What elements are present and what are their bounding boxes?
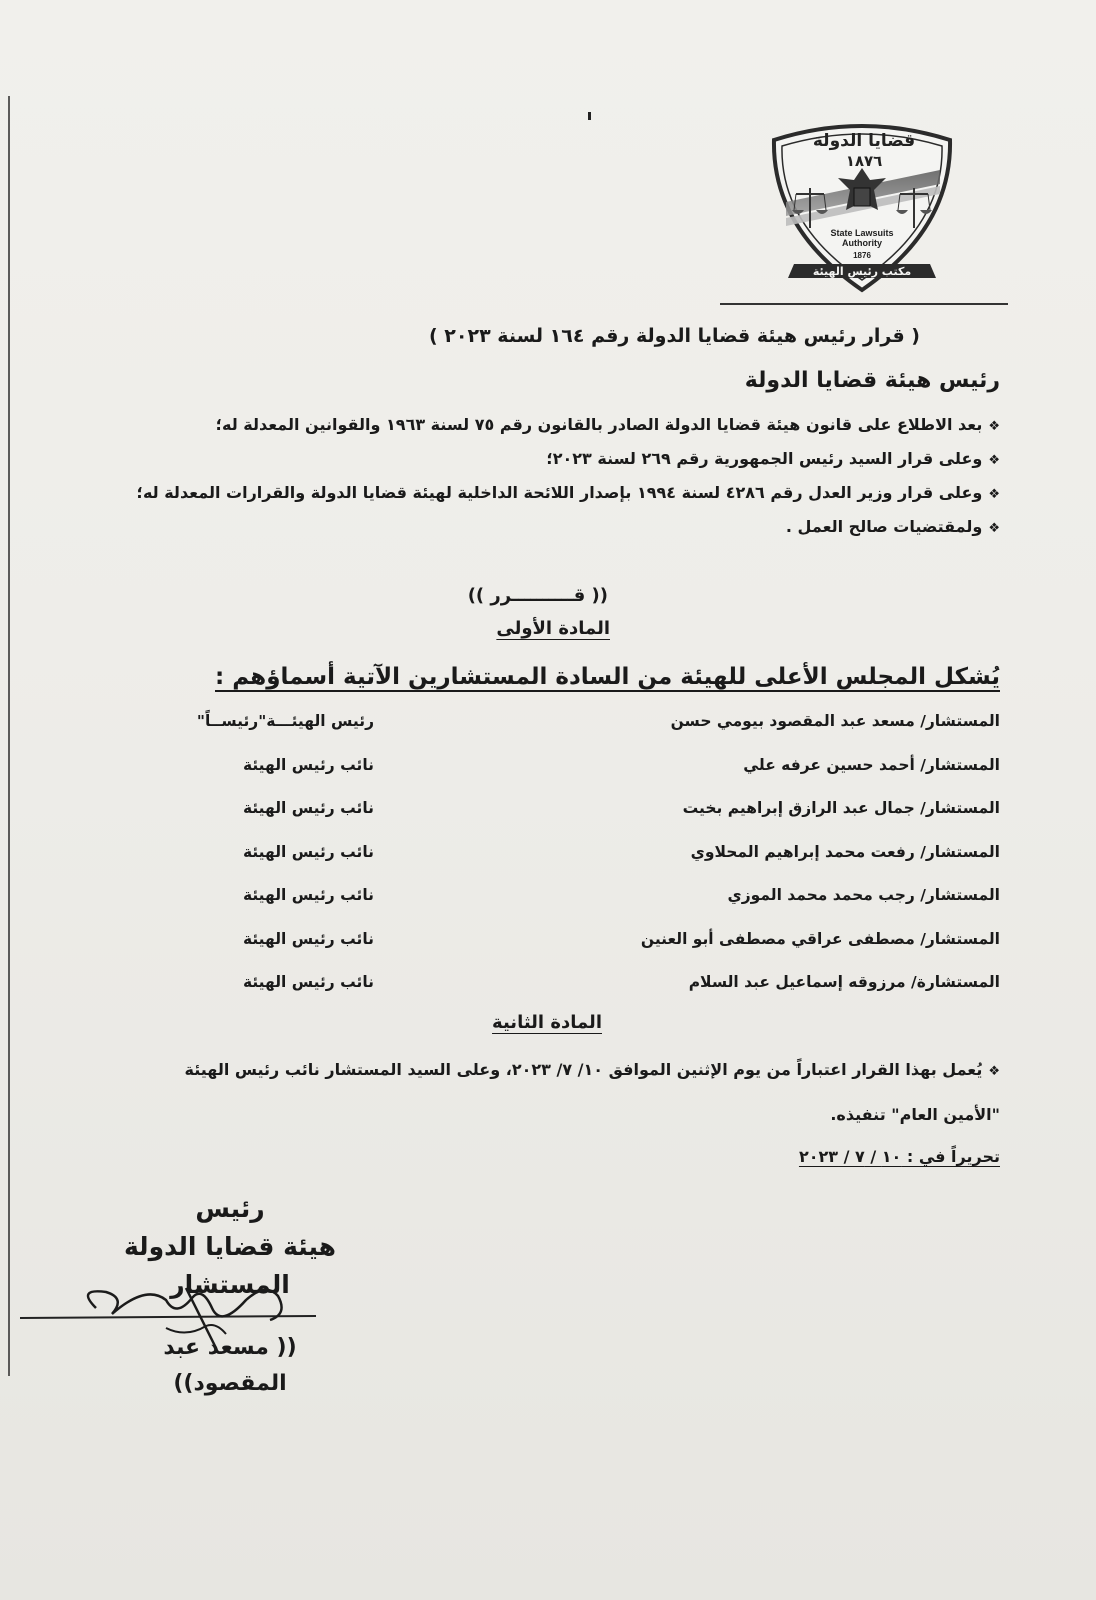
ink-mark [588, 112, 591, 120]
member-role: نائب رئيس الهيئة [242, 842, 374, 861]
preamble-item: ❖وعلى قرار وزير العدل رقم ٤٢٨٦ لسنة ١٩٩٤ بإصدار اللائحة الداخلية لهيئة قضايا الدولة والقرارات المعدلة له؛ [136, 483, 1000, 502]
authority-logo [764, 118, 960, 296]
article-2-title: المادة الثانية [492, 1012, 602, 1033]
member-row [200, 756, 1000, 800]
member-role: نائب رئيس الهيئة [242, 755, 374, 774]
issue-date: تحريراً في : ١٠ / ٧ / ٢٠٢٣ [798, 1147, 1000, 1166]
member-role: نائب رئيس الهيئة [242, 973, 374, 991]
article-1-text: يُشكل المجلس الأعلى للهيئة من السادة المستشارين الآتية أسماؤهم : [215, 664, 1000, 690]
member-name: المستشار/ أحمد حسين عرفه علي [743, 755, 1000, 774]
member-name: المستشار/ جمال عبد الرازق إبراهيم بخيت [682, 799, 1000, 817]
member-name: المستشار/ مسعد عبد المقصود بيومي حسن [670, 712, 1000, 730]
diamond-bullet-icon: ❖ [988, 487, 1000, 502]
handwritten-signature [16, 1278, 316, 1358]
member-name: المستشار/ رجب محمد محمد الموزي [727, 886, 1000, 904]
diamond-bullet-icon: ❖ [988, 453, 1000, 468]
member-row [196, 712, 1000, 756]
decree-heading: (( قــــــــــرر )) [467, 585, 608, 606]
diamond-bullet-icon: ❖ [988, 419, 1000, 434]
member-role: نائب رئيس الهيئة [242, 799, 374, 817]
preamble-item: ❖بعد الاطلاع على قانون هيئة قضايا الدولة الصادر بالقانون رقم ٧٥ لسنة ١٩٦٣ والقوانين المعدلة له؛ [215, 415, 1000, 434]
logo-arabic-year: ١٨٧٦ [845, 152, 883, 170]
member-name: المستشارة/ مرزوقه إسماعيل عبد السلام [688, 973, 1000, 991]
member-role: نائب رئيس الهيئة [242, 886, 374, 904]
header-rule [720, 303, 1008, 305]
article-1-title: المادة الأولى [496, 618, 610, 639]
member-role: رئيس الهيئـــة"رئيســاً" [196, 712, 374, 730]
article-2-text-line-2: "الأمين العام" تنفيذه. [830, 1105, 1000, 1124]
logo-english-name-1: State Lawsuits [830, 228, 894, 238]
preamble-item: ❖ولمقتضيات صالح العمل . [785, 517, 1000, 536]
member-row [200, 930, 1000, 974]
member-role: نائب رئيس الهيئة [242, 929, 374, 948]
issuer-heading: رئيس هيئة قضايا الدولة [744, 368, 1000, 393]
diamond-bullet-icon: ❖ [988, 521, 1000, 536]
logo-english-name-2: Authority [842, 238, 882, 248]
member-name: المستشار/ رفعت محمد إبراهيم المحلاوي [690, 842, 1000, 861]
council-members-list [196, 712, 1000, 1017]
member-name: المستشار/ مصطفى عراقي مصطفى أبو العنين [640, 929, 1000, 948]
signature-line-1: رئيس [195, 1194, 265, 1223]
decision-title: ( قرار رئيس هيئة قضايا الدولة رقم ١٦٤ لسنة ٢٠٢٣ ) [428, 325, 920, 347]
signature-line-2: هيئة قضايا الدولة [124, 1232, 336, 1261]
logo-english-year: 1876 [853, 251, 871, 260]
member-row [200, 843, 1000, 887]
member-row [200, 886, 1000, 930]
signature-line-3: المستشار [170, 1270, 290, 1299]
diamond-bullet-icon: ❖ [988, 1064, 1000, 1079]
signatory-name: (( مسعد عبد المقصود)) [163, 1335, 297, 1396]
left-margin-line [8, 96, 10, 1376]
logo-office: مكتب رئيس الهيئة [812, 265, 912, 278]
article-2-text-line-1: ❖يُعمل بهذا القرار اعتباراً من يوم الإثنين الموافق ١٠/ ٧/ ٢٠٢٣، وعلى السيد المستشار نائب رئيس الهيئة [184, 1060, 1000, 1079]
member-row [200, 973, 1000, 1017]
logo-arabic-name: قضايا الدولة [812, 131, 916, 151]
preamble-list [80, 412, 1000, 548]
member-row [200, 799, 1000, 843]
preamble-item: ❖وعلى قرار السيد رئيس الجمهورية رقم ٢٦٩ لسنة ٢٠٢٣؛ [546, 449, 1000, 468]
